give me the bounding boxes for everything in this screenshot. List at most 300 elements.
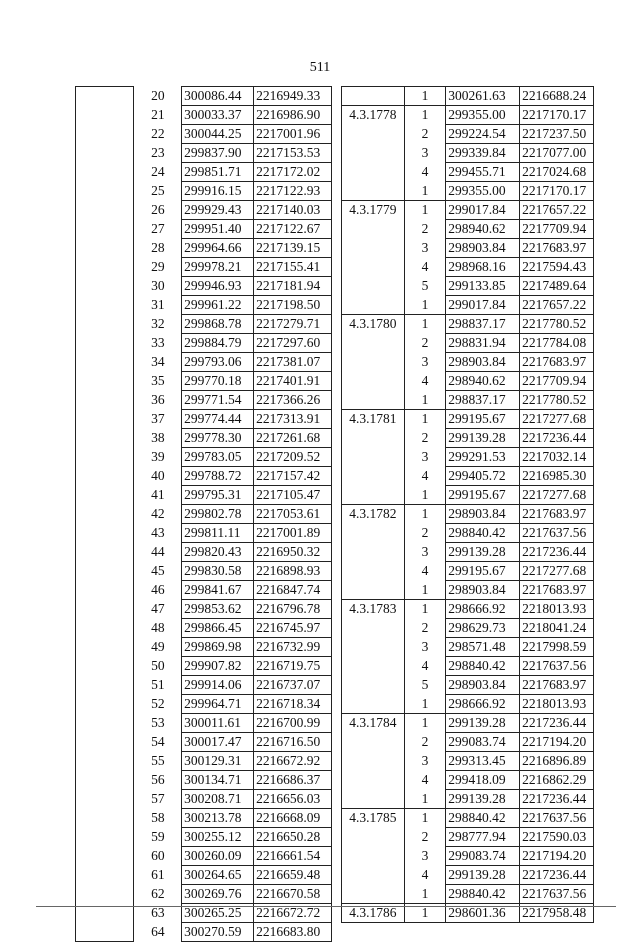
point-number-cell: 4 — [404, 771, 445, 790]
y-coordinate-cell: 2217194.20 — [520, 847, 594, 866]
point-number-cell: 1 — [404, 410, 445, 429]
table-row — [76, 733, 332, 752]
table-row — [342, 581, 594, 600]
x-coordinate-cell: 299964.71 — [182, 695, 254, 714]
table-row — [76, 676, 332, 695]
y-coordinate-cell: 2217277.68 — [520, 562, 594, 581]
y-coordinate-cell: 2217122.67 — [254, 220, 332, 239]
parcel-cell — [76, 410, 134, 429]
parcel-id-cell: 4.3.1782 — [342, 505, 405, 524]
parcel-cell — [76, 372, 134, 391]
y-coordinate-cell: 2216672.92 — [254, 752, 332, 771]
point-number-cell: 50 — [151, 658, 165, 673]
parcel-id-cell — [342, 239, 405, 258]
x-coordinate-cell: 299961.22 — [182, 296, 254, 315]
point-number-cell: 1 — [404, 296, 445, 315]
point-number-cell: 54 — [151, 734, 165, 749]
y-coordinate-cell: 2218013.93 — [520, 600, 594, 619]
x-coordinate-cell: 300134.71 — [182, 771, 254, 790]
table-row — [342, 372, 594, 391]
y-coordinate-cell: 2217279.71 — [254, 315, 332, 334]
table-row — [342, 182, 594, 201]
point-number-cell: 23 — [151, 145, 165, 160]
point-number-cell: 1 — [404, 391, 445, 410]
x-coordinate-cell: 299139.28 — [446, 790, 520, 809]
x-coordinate-cell: 298777.94 — [446, 828, 520, 847]
y-coordinate-cell: 2217198.50 — [254, 296, 332, 315]
x-coordinate-cell: 300129.31 — [182, 752, 254, 771]
parcel-id-cell — [342, 695, 405, 714]
y-coordinate-cell: 2217139.15 — [254, 239, 332, 258]
parcel-cell — [76, 809, 134, 828]
point-number-cell: 4 — [404, 467, 445, 486]
y-coordinate-cell: 2217784.08 — [520, 334, 594, 353]
y-coordinate-cell: 2217683.97 — [520, 505, 594, 524]
x-coordinate-cell: 299869.98 — [182, 638, 254, 657]
y-coordinate-cell: 2216683.80 — [254, 923, 332, 942]
parcel-id-cell — [342, 486, 405, 505]
table-row — [342, 315, 594, 334]
table-row — [342, 543, 594, 562]
point-number-cell: 60 — [151, 848, 165, 863]
parcel-cell — [76, 391, 134, 410]
x-coordinate-cell: 299083.74 — [446, 733, 520, 752]
y-coordinate-cell: 2217181.94 — [254, 277, 332, 296]
parcel-id-cell — [342, 771, 405, 790]
point-number-cell: 48 — [151, 620, 165, 635]
x-coordinate-cell: 299313.45 — [446, 752, 520, 771]
table-row — [76, 182, 332, 201]
parcel-cell — [76, 429, 134, 448]
y-coordinate-cell: 2216672.72 — [254, 904, 332, 923]
table-row — [76, 809, 332, 828]
x-coordinate-cell: 299868.78 — [182, 315, 254, 334]
x-coordinate-cell: 298629.73 — [446, 619, 520, 638]
parcel-id-cell: 4.3.1781 — [342, 410, 405, 429]
parcel-id-cell — [342, 125, 405, 144]
table-row — [342, 429, 594, 448]
x-coordinate-cell: 299017.84 — [446, 201, 520, 220]
x-coordinate-cell: 299964.66 — [182, 239, 254, 258]
x-coordinate-cell: 299133.85 — [446, 277, 520, 296]
x-coordinate-cell: 299339.84 — [446, 144, 520, 163]
table-row — [342, 847, 594, 866]
table-row — [76, 429, 332, 448]
parcel-cell — [76, 562, 134, 581]
y-coordinate-cell: 2217194.20 — [520, 733, 594, 752]
x-coordinate-cell: 299830.58 — [182, 562, 254, 581]
x-coordinate-cell: 298903.84 — [446, 239, 520, 258]
y-coordinate-cell: 2217157.42 — [254, 467, 332, 486]
parcel-cell — [76, 239, 134, 258]
x-coordinate-cell: 299946.93 — [182, 277, 254, 296]
parcel-id-cell: 4.3.1785 — [342, 809, 405, 828]
x-coordinate-cell: 298840.42 — [446, 885, 520, 904]
y-coordinate-cell: 2216686.37 — [254, 771, 332, 790]
parcel-cell — [76, 315, 134, 334]
x-coordinate-cell: 299837.90 — [182, 144, 254, 163]
x-coordinate-cell: 299774.44 — [182, 410, 254, 429]
point-number-cell: 1 — [404, 885, 445, 904]
y-coordinate-cell: 2217170.17 — [520, 106, 594, 125]
y-coordinate-cell: 2217958.48 — [520, 904, 594, 923]
x-coordinate-cell: 299866.45 — [182, 619, 254, 638]
table-row — [76, 353, 332, 372]
table-row — [342, 410, 594, 429]
y-coordinate-cell: 2217313.91 — [254, 410, 332, 429]
point-number-cell: 3 — [404, 144, 445, 163]
point-number-cell: 36 — [151, 392, 165, 407]
table-row — [76, 334, 332, 353]
x-coordinate-cell: 299139.28 — [446, 543, 520, 562]
y-coordinate-cell: 2217277.68 — [520, 410, 594, 429]
parcel-cell — [76, 581, 134, 600]
parcel-cell — [76, 144, 134, 163]
x-coordinate-cell: 299083.74 — [446, 847, 520, 866]
parcel-cell — [76, 486, 134, 505]
table-row — [342, 391, 594, 410]
x-coordinate-cell: 300086.44 — [182, 87, 254, 106]
y-coordinate-cell: 2217209.52 — [254, 448, 332, 467]
table-row — [76, 695, 332, 714]
x-coordinate-cell: 299224.54 — [446, 125, 520, 144]
table-row — [342, 676, 594, 695]
y-coordinate-cell: 2216716.50 — [254, 733, 332, 752]
point-number-cell: 26 — [151, 202, 165, 217]
x-coordinate-cell: 299788.72 — [182, 467, 254, 486]
point-number-cell: 42 — [151, 506, 165, 521]
point-number-cell: 4 — [404, 163, 445, 182]
x-coordinate-cell: 299916.15 — [182, 182, 254, 201]
x-coordinate-cell: 299771.54 — [182, 391, 254, 410]
y-coordinate-cell: 2216732.99 — [254, 638, 332, 657]
point-number-cell: 3 — [404, 752, 445, 771]
point-number-cell: 45 — [151, 563, 165, 578]
table-row — [76, 562, 332, 581]
y-coordinate-cell: 2217594.43 — [520, 258, 594, 277]
y-coordinate-cell: 2217153.53 — [254, 144, 332, 163]
parcel-cell — [76, 505, 134, 524]
point-number-cell: 4 — [404, 562, 445, 581]
table-row — [342, 163, 594, 182]
parcel-cell — [76, 353, 134, 372]
y-coordinate-cell: 2216985.30 — [520, 467, 594, 486]
parcel-id-cell — [342, 448, 405, 467]
table-row — [76, 144, 332, 163]
x-coordinate-cell: 299355.00 — [446, 182, 520, 201]
parcel-id-cell — [342, 847, 405, 866]
x-coordinate-cell: 298968.16 — [446, 258, 520, 277]
table-row — [76, 467, 332, 486]
y-coordinate-cell: 2216719.75 — [254, 657, 332, 676]
point-number-cell: 39 — [151, 449, 165, 464]
x-coordinate-cell: 299195.67 — [446, 486, 520, 505]
parcel-id-cell — [342, 429, 405, 448]
point-number-cell: 25 — [151, 183, 165, 198]
y-coordinate-cell: 2217780.52 — [520, 315, 594, 334]
parcel-id-cell — [342, 828, 405, 847]
y-coordinate-cell: 2217683.97 — [520, 676, 594, 695]
parcel-cell — [76, 752, 134, 771]
point-number-cell: 55 — [151, 753, 165, 768]
point-number-cell: 56 — [151, 772, 165, 787]
point-number-cell: 2 — [404, 619, 445, 638]
x-coordinate-cell: 299139.28 — [446, 714, 520, 733]
y-coordinate-cell: 2217236.44 — [520, 866, 594, 885]
parcel-id-cell — [342, 334, 405, 353]
parcel-id-cell — [342, 258, 405, 277]
parcel-id-cell — [342, 296, 405, 315]
x-coordinate-cell: 300213.78 — [182, 809, 254, 828]
y-coordinate-cell: 2217155.41 — [254, 258, 332, 277]
parcel-cell — [76, 771, 134, 790]
y-coordinate-cell: 2217590.03 — [520, 828, 594, 847]
point-number-cell: 2 — [404, 125, 445, 144]
x-coordinate-cell: 300270.59 — [182, 923, 254, 942]
y-coordinate-cell: 2217709.94 — [520, 220, 594, 239]
table-row — [342, 733, 594, 752]
x-coordinate-cell: 299195.67 — [446, 562, 520, 581]
table-row — [76, 106, 332, 125]
table-row — [76, 125, 332, 144]
page-bottom-rule — [36, 906, 616, 907]
x-coordinate-cell: 299017.84 — [446, 296, 520, 315]
table-row — [76, 543, 332, 562]
y-coordinate-cell: 2216950.32 — [254, 543, 332, 562]
point-number-cell: 49 — [151, 639, 165, 654]
parcel-id-cell: 4.3.1778 — [342, 106, 405, 125]
y-coordinate-cell: 2216898.93 — [254, 562, 332, 581]
table-row — [76, 87, 332, 106]
x-coordinate-cell: 298903.84 — [446, 676, 520, 695]
table-row — [342, 771, 594, 790]
table-row — [342, 220, 594, 239]
parcel-id-cell — [342, 182, 405, 201]
table-row — [342, 790, 594, 809]
point-number-cell: 53 — [151, 715, 165, 730]
y-coordinate-cell: 2217236.44 — [520, 714, 594, 733]
table-row — [76, 372, 332, 391]
parcel-cell — [76, 467, 134, 486]
table-row — [76, 486, 332, 505]
table-row — [76, 201, 332, 220]
table-row — [76, 410, 332, 429]
x-coordinate-cell: 299853.62 — [182, 600, 254, 619]
point-number-cell: 44 — [151, 544, 165, 559]
table-row — [342, 296, 594, 315]
table-row — [76, 505, 332, 524]
x-coordinate-cell: 300255.12 — [182, 828, 254, 847]
point-number-cell: 3 — [404, 239, 445, 258]
table-row — [76, 790, 332, 809]
point-number-cell: 4 — [404, 372, 445, 391]
x-coordinate-cell: 300044.25 — [182, 125, 254, 144]
point-number-cell: 32 — [151, 316, 165, 331]
point-number-cell: 64 — [151, 924, 165, 939]
y-coordinate-cell: 2217024.68 — [520, 163, 594, 182]
x-coordinate-cell: 299907.82 — [182, 657, 254, 676]
table-row — [342, 467, 594, 486]
parcel-id-cell — [342, 885, 405, 904]
point-number-cell: 3 — [404, 353, 445, 372]
table-row — [342, 885, 594, 904]
parcel-id-cell — [342, 524, 405, 543]
y-coordinate-cell: 2216949.33 — [254, 87, 332, 106]
point-number-cell: 2 — [404, 733, 445, 752]
parcel-cell — [76, 714, 134, 733]
x-coordinate-cell: 298840.42 — [446, 809, 520, 828]
point-number-cell: 1 — [404, 600, 445, 619]
y-coordinate-cell: 2217001.96 — [254, 125, 332, 144]
table-row — [76, 771, 332, 790]
y-coordinate-cell: 2217105.47 — [254, 486, 332, 505]
table-row — [342, 201, 594, 220]
parcel-id-cell: 4.3.1784 — [342, 714, 405, 733]
parcel-id-cell — [342, 372, 405, 391]
y-coordinate-cell: 2217998.59 — [520, 638, 594, 657]
point-number-cell: 29 — [151, 259, 165, 274]
point-number-cell: 4 — [404, 866, 445, 885]
point-number-cell: 1 — [404, 486, 445, 505]
point-number-cell: 5 — [404, 676, 445, 695]
x-coordinate-cell: 299291.53 — [446, 448, 520, 467]
point-number-cell: 3 — [404, 847, 445, 866]
x-coordinate-cell: 299802.78 — [182, 505, 254, 524]
y-coordinate-cell: 2216661.54 — [254, 847, 332, 866]
y-coordinate-cell: 2217122.93 — [254, 182, 332, 201]
parcel-cell — [76, 524, 134, 543]
table-row — [342, 258, 594, 277]
parcel-cell — [76, 125, 134, 144]
x-coordinate-cell: 300261.63 — [446, 87, 520, 106]
y-coordinate-cell: 2216668.09 — [254, 809, 332, 828]
y-coordinate-cell: 2216659.48 — [254, 866, 332, 885]
y-coordinate-cell: 2217683.97 — [520, 239, 594, 258]
point-number-cell: 51 — [151, 677, 165, 692]
parcel-id-cell — [342, 790, 405, 809]
x-coordinate-cell: 298840.42 — [446, 524, 520, 543]
y-coordinate-cell: 2217001.89 — [254, 524, 332, 543]
parcel-cell — [76, 277, 134, 296]
x-coordinate-cell: 298840.42 — [446, 657, 520, 676]
parcel-id-cell — [342, 220, 405, 239]
x-coordinate-cell: 298940.62 — [446, 372, 520, 391]
point-number-cell: 21 — [151, 107, 165, 122]
x-coordinate-cell: 299195.67 — [446, 410, 520, 429]
y-coordinate-cell: 2217637.56 — [520, 657, 594, 676]
point-number-cell: 63 — [151, 905, 165, 920]
table-row — [342, 809, 594, 828]
point-number-cell: 1 — [404, 106, 445, 125]
y-coordinate-cell: 2217077.00 — [520, 144, 594, 163]
y-coordinate-cell: 2217277.68 — [520, 486, 594, 505]
x-coordinate-cell: 299455.71 — [446, 163, 520, 182]
parcel-cell — [76, 885, 134, 904]
table-row — [76, 714, 332, 733]
x-coordinate-cell: 298940.62 — [446, 220, 520, 239]
y-coordinate-cell: 2217637.56 — [520, 885, 594, 904]
x-coordinate-cell: 300208.71 — [182, 790, 254, 809]
x-coordinate-cell: 299851.71 — [182, 163, 254, 182]
parcel-cell — [76, 619, 134, 638]
table-row — [76, 657, 332, 676]
parcel-id-cell — [342, 467, 405, 486]
point-number-cell: 2 — [404, 220, 445, 239]
point-number-cell: 1 — [404, 505, 445, 524]
point-number-cell: 3 — [404, 638, 445, 657]
point-number-cell: 1 — [404, 809, 445, 828]
table-row — [76, 448, 332, 467]
y-coordinate-cell: 2216688.24 — [520, 87, 594, 106]
coordinates-table-right — [341, 86, 594, 923]
y-coordinate-cell: 2217657.22 — [520, 201, 594, 220]
point-number-cell: 1 — [404, 714, 445, 733]
table-row — [76, 258, 332, 277]
table-row — [342, 524, 594, 543]
parcel-cell — [76, 106, 134, 125]
x-coordinate-cell: 299355.00 — [446, 106, 520, 125]
parcel-id-cell — [342, 657, 405, 676]
table-row — [76, 600, 332, 619]
parcel-cell — [76, 334, 134, 353]
y-coordinate-cell: 2218013.93 — [520, 695, 594, 714]
y-coordinate-cell: 2218041.24 — [520, 619, 594, 638]
y-coordinate-cell: 2217709.94 — [520, 372, 594, 391]
parcel-id-cell: 4.3.1779 — [342, 201, 405, 220]
table-row — [342, 828, 594, 847]
y-coordinate-cell: 2217237.50 — [520, 125, 594, 144]
parcel-cell — [76, 201, 134, 220]
table-row — [76, 581, 332, 600]
y-coordinate-cell: 2216700.99 — [254, 714, 332, 733]
y-coordinate-cell: 2216650.28 — [254, 828, 332, 847]
y-coordinate-cell: 2217637.56 — [520, 809, 594, 828]
x-coordinate-cell: 299778.30 — [182, 429, 254, 448]
x-coordinate-cell: 299405.72 — [446, 467, 520, 486]
table-row — [76, 163, 332, 182]
y-coordinate-cell: 2217261.68 — [254, 429, 332, 448]
parcel-id-cell: 4.3.1786 — [342, 904, 405, 923]
parcel-id-cell — [342, 733, 405, 752]
y-coordinate-cell: 2217401.91 — [254, 372, 332, 391]
x-coordinate-cell: 300017.47 — [182, 733, 254, 752]
point-number-cell: 22 — [151, 126, 165, 141]
point-number-cell: 4 — [404, 258, 445, 277]
y-coordinate-cell: 2216718.34 — [254, 695, 332, 714]
parcel-cell — [76, 258, 134, 277]
x-coordinate-cell: 298571.48 — [446, 638, 520, 657]
point-number-cell: 24 — [151, 164, 165, 179]
y-coordinate-cell: 2216847.74 — [254, 581, 332, 600]
x-coordinate-cell: 298666.92 — [446, 695, 520, 714]
table-row — [76, 524, 332, 543]
table-row — [342, 619, 594, 638]
table-row — [342, 866, 594, 885]
x-coordinate-cell: 299884.79 — [182, 334, 254, 353]
y-coordinate-cell: 2216737.07 — [254, 676, 332, 695]
x-coordinate-cell: 298831.94 — [446, 334, 520, 353]
point-number-cell: 38 — [151, 430, 165, 445]
point-number-cell: 43 — [151, 525, 165, 540]
point-number-cell: 41 — [151, 487, 165, 502]
parcel-id-cell — [342, 163, 405, 182]
parcel-id-cell — [342, 277, 405, 296]
table-row — [342, 505, 594, 524]
table-row — [342, 277, 594, 296]
point-number-cell: 1 — [404, 315, 445, 334]
point-number-cell: 1 — [404, 201, 445, 220]
point-number-cell: 1 — [404, 904, 445, 923]
